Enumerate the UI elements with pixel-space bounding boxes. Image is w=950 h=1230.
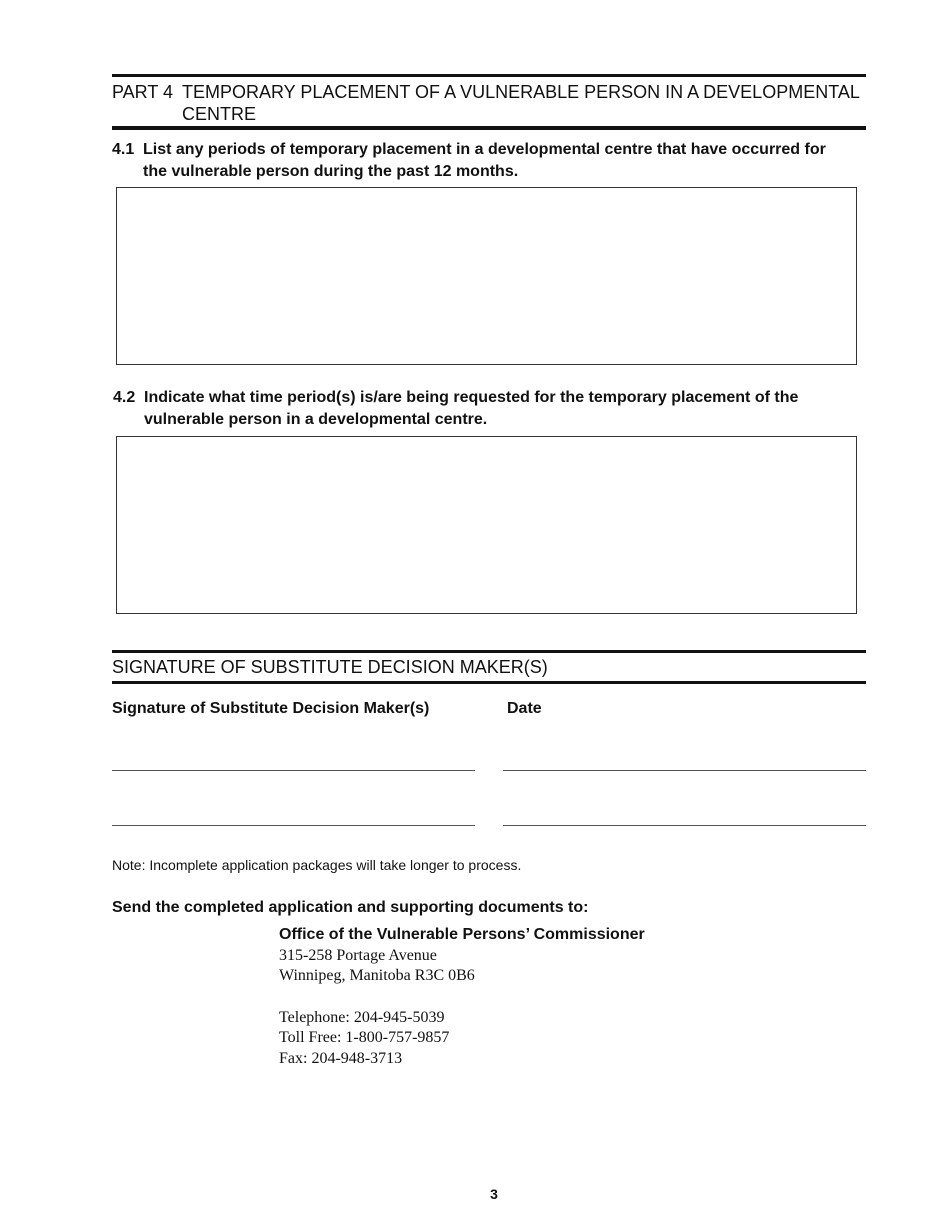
question-text: List any periods of temporary placement in a developmental centre that have occurred for the vulnerable person during the past 12 months.	[143, 141, 826, 180]
signature-line-2[interactable]	[112, 825, 475, 826]
page-number: 3	[490, 1186, 498, 1202]
fax: Fax: 204-948-3713	[279, 1049, 403, 1067]
signature-label: Signature of Substitute Decision Maker(s)	[112, 700, 430, 717]
date-line-1[interactable]	[503, 770, 866, 771]
toll-free: Toll Free: 1-800-757-9857	[279, 1029, 450, 1046]
date-line-2[interactable]	[503, 825, 866, 826]
address-line-2: Winnipeg, Manitoba R3C 0B6	[279, 967, 475, 984]
question-number: 4.2	[113, 389, 136, 406]
send-heading: Send the completed application and supporting documents to:	[112, 899, 589, 916]
address-line-1: 315-258 Portage Avenue	[279, 946, 437, 964]
question-text: Indicate what time period(s) is/are being requested for the temporary placement of the vulnerable person in a developmental centre.	[144, 389, 799, 428]
section-rule-top	[112, 74, 866, 77]
telephone: Telephone: 204-945-5039	[279, 1008, 445, 1026]
answer-box-4-2[interactable]	[116, 436, 857, 614]
date-label: Date	[507, 700, 542, 717]
signature-rule-bottom	[112, 681, 866, 684]
mailing-address	[279, 925, 645, 1069]
question-number: 4.1	[112, 141, 135, 158]
section-rule-bottom	[112, 126, 866, 130]
signature-rule-top	[112, 650, 866, 653]
part4-label: PART 4	[112, 82, 174, 102]
note-text: Note: Incomplete application packages will take longer to process.	[112, 857, 522, 873]
question-4-1	[112, 139, 847, 183]
part4-heading: TEMPORARY PLACEMENT OF A VULNERABLE PERSON IN A DEVELOPMENTAL CENTRE	[182, 82, 860, 124]
office-name: Office of the Vulnerable Persons’ Commissioner	[279, 926, 645, 943]
answer-box-4-1[interactable]	[116, 187, 857, 365]
signature-heading: SIGNATURE OF SUBSTITUTE DECISION MAKER(S)	[112, 657, 548, 677]
address-spacer	[279, 987, 645, 1008]
signature-line-1[interactable]	[112, 770, 475, 771]
part4-title	[112, 81, 866, 125]
question-4-2	[113, 387, 848, 431]
